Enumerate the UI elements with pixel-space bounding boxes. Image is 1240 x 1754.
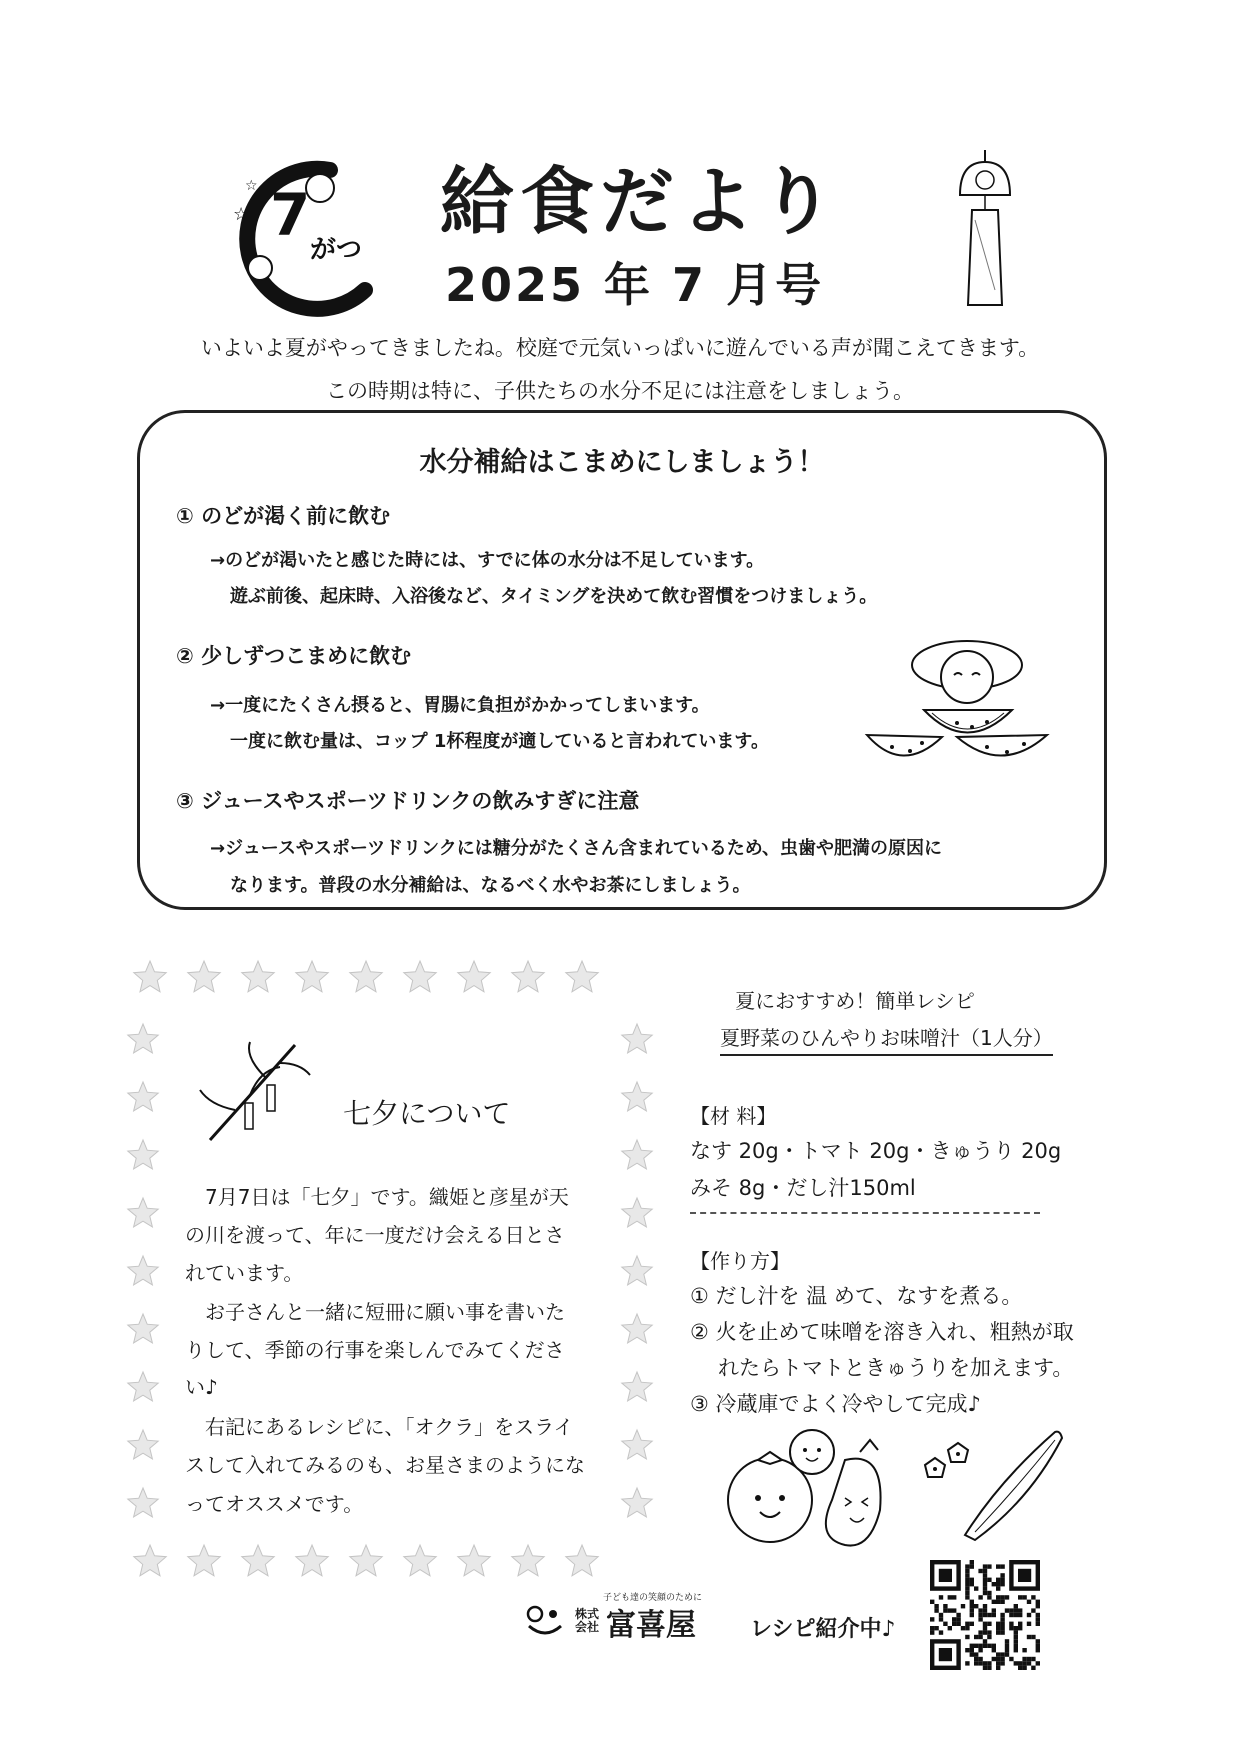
recipe-promo: レシピ紹介中♪: [750, 1617, 896, 1642]
point-1-line-1: →のどが渇いたと感じた時には、すでに体の水分は不足しています。: [210, 550, 765, 571]
recipe-step: ③ 冷蔵庫でよく冷やして完成♪: [690, 1392, 981, 1416]
company-logo-icon: [525, 1600, 565, 1640]
newsletter-title: 給食だより: [440, 159, 840, 245]
recipe-step: ① だし汁を 温 めて、なすを煮る。: [690, 1284, 1023, 1308]
qr-code-icon[interactable]: [930, 1560, 1040, 1670]
month-badge: [215, 150, 385, 320]
tanabata-line: の川を渡って、年に一度だけ会える日とさ: [185, 1223, 565, 1247]
month-suffix: がつ: [310, 235, 363, 265]
point-3-heading: ③ ジュースやスポーツドリンクの飲みすぎに注意: [176, 789, 640, 813]
tanabata-line: りして、季節の行事を楽しんでみてくださ: [185, 1338, 565, 1362]
month-number: 7: [270, 181, 311, 249]
ingredient-line: みそ 8g・だし汁150ml: [690, 1176, 916, 1200]
bamboo-icon: [195, 1035, 315, 1145]
tanabata-title: 七夕について: [343, 1097, 511, 1130]
tanabata-line: い♪: [185, 1375, 218, 1399]
tanabata-line: お子さんと一緒に短冊に願い事を書いた: [185, 1300, 565, 1324]
issue-label: 2025 年 7 月号: [445, 258, 825, 312]
point-2-heading: ② 少しずつこまめに飲む: [176, 644, 412, 668]
steps-heading: 【作り方】: [690, 1249, 790, 1273]
wind-chime-icon: [950, 150, 1020, 310]
svg-text:☆: ☆: [233, 204, 250, 225]
hydration-title: 水分補給はこまめにしましょう！: [419, 447, 825, 478]
recipe-kicker: 夏におすすめ！簡単レシピ: [735, 989, 975, 1013]
point-3-line-1: →ジュースやスポーツドリンクには糖分がたくさん含まれているため、虫歯や肥満の原因に: [210, 838, 943, 859]
company-kind: 株式会社: [575, 1607, 600, 1635]
company-tagline: 子ども達の笑顔のために: [603, 1593, 703, 1603]
intro-line-2: この時期は特に、子供たちの水分不足には注意をしましょう。: [326, 379, 914, 403]
tanabata-line: ってオススメです。: [185, 1492, 364, 1516]
tanabata-line: 7月7日は「七夕」です。織姫と彦星が天: [185, 1185, 569, 1209]
point-2-line-2: 一度に飲む量は、コップ 1杯程度が適していると言われています。: [230, 731, 769, 752]
ingredient-line: なす 20g・トマト 20g・きゅうり 20g: [690, 1139, 1062, 1163]
recipe-step: ② 火を止めて味噌を溶き入れ、粗熱が取: [690, 1320, 1074, 1344]
tanabata-line: スして入れてみるのも、お星さまのようにな: [185, 1453, 585, 1477]
company-name: 富喜屋: [606, 1608, 696, 1643]
tanabata-line: れています。: [185, 1261, 304, 1285]
point-2-line-1: →一度にたくさん摂ると、胃腸に負担がかかってしまいます。: [210, 695, 710, 716]
recipe-divider: [690, 1212, 1040, 1214]
vegetables-illustration: [720, 1420, 1080, 1550]
recipe-step-continued: れたらトマトときゅうりを加えます。: [718, 1356, 1074, 1380]
svg-text:☆: ☆: [245, 178, 258, 194]
point-3-line-2: なります。普段の水分補給は、なるべく水やお茶にしましょう。: [230, 875, 751, 896]
girl-watermelon-illustration: [862, 625, 1052, 775]
ingredients-heading: 【材 料】: [690, 1104, 777, 1128]
recipe-name: 夏野菜のひんやりお味噌汁（1人分）: [720, 1022, 1053, 1056]
point-1-heading: ① のどが渇く前に飲む: [176, 504, 391, 528]
point-1-line-2: 遊ぶ前後、起床時、入浴後など、タイミングを決めて飲む習慣をつけましょう。: [230, 586, 878, 607]
tanabata-line: 右記にあるレシピに、「オクラ」をスライ: [185, 1415, 574, 1439]
intro-line-1: いよいよ夏がやってきましたね。校庭で元気いっぱいに遊んでいる声が聞こえてきます。: [200, 336, 1040, 360]
